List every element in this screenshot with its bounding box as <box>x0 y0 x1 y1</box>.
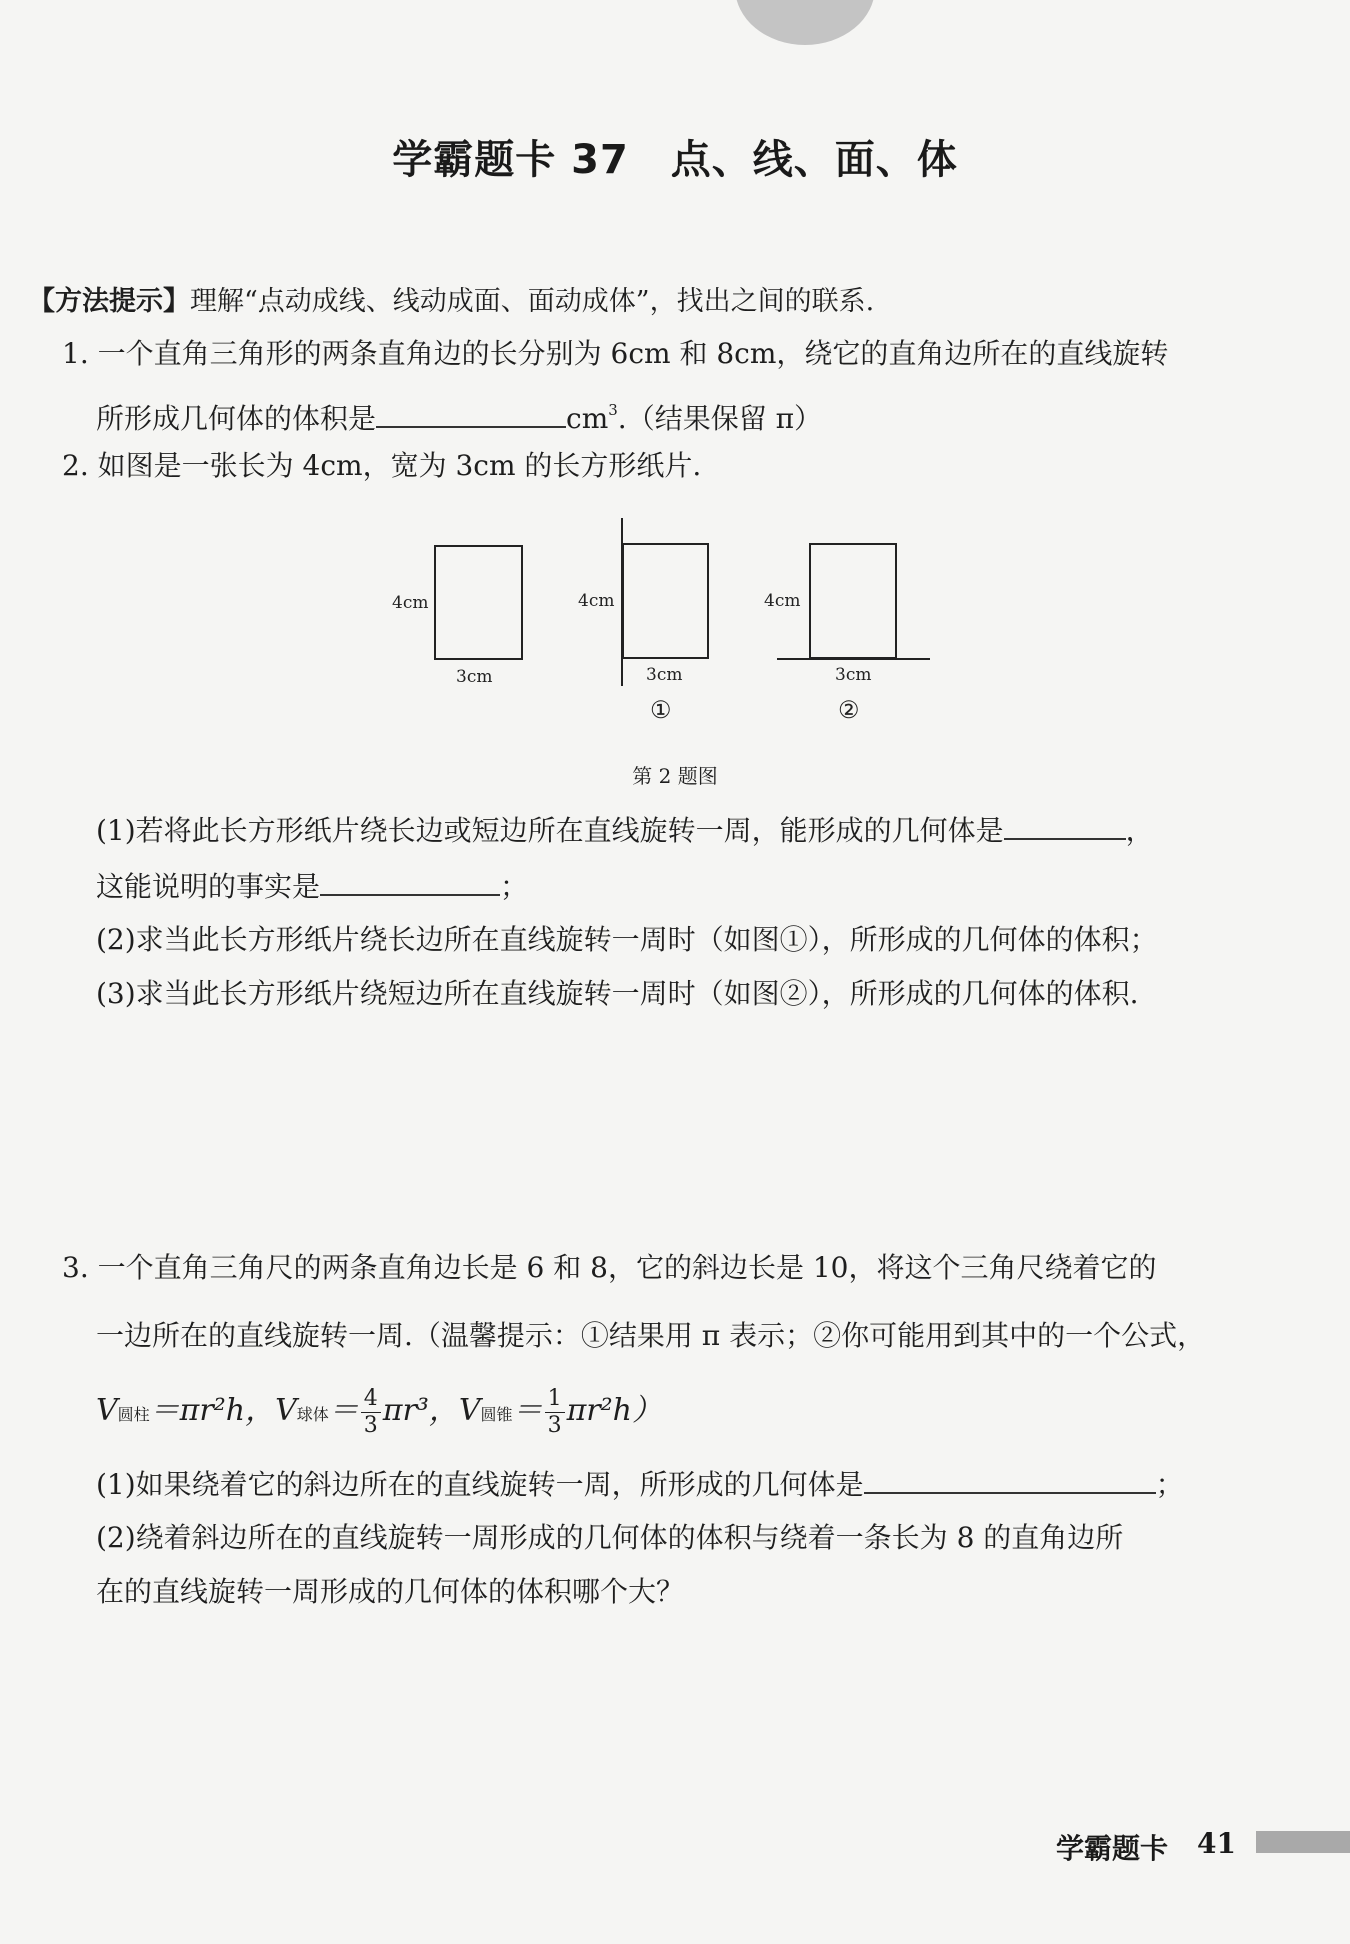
q2-intro: 2. 如图是一张长为 4cm，宽为 3cm 的长方形纸片. <box>62 449 702 482</box>
q3-p1 <box>96 1466 1184 1503</box>
formula-cone-rest: πr²h） <box>566 1393 662 1428</box>
q3-p1-answer-blank[interactable] <box>864 1466 1156 1494</box>
q2-figure-caption: 第 2 题图 <box>632 764 718 788</box>
q1-line2-prefix: 所形成几何体的体积是 <box>96 402 377 435</box>
fig2-long-label: 4cm <box>764 591 801 611</box>
q2-p1-line2 <box>96 868 528 905</box>
q3-p2-line1: (2)绕着斜边所在的直线旋转一周形成的几何体的体积与绕着一条长为 8 的直角边所 <box>96 1521 1124 1554</box>
fig2-short-label: 3cm <box>835 665 872 685</box>
page-number: 41 <box>1197 1827 1236 1860</box>
q1-line2 <box>96 392 822 437</box>
sphere-numerator: 4 <box>361 1386 381 1413</box>
fig-rect-1 <box>623 544 708 658</box>
q1-line1: 1. 一个直角三角形的两条直角边的长分别为 6cm 和 8cm，绕它的直角边所在的直线旋转 <box>62 337 1169 370</box>
formula-cone-eq: ＝ <box>512 1393 543 1428</box>
formula-sub-cone: 圆锥 <box>480 1405 513 1424</box>
method-hint-text: 理解“点动成线、线动成面、面动成体”，找出之间的联系. <box>190 286 875 317</box>
q3-p1-suffix: ； <box>1155 1468 1184 1501</box>
fig1-marker: ① <box>650 696 672 724</box>
page-tab-decoration <box>735 0 875 45</box>
footer-bar <box>1256 1831 1350 1853</box>
q2-p1-line2-suffix: ； <box>500 870 529 903</box>
q2-p3: (3)求当此长方形纸片绕短边所在直线旋转一周时（如图②），所形成的几何体的体积. <box>96 977 1139 1010</box>
formula-sphere-fraction <box>361 1386 381 1439</box>
q2-figure <box>380 508 940 728</box>
fig-plain-long-label: 4cm <box>392 593 429 613</box>
cone-denominator: 3 <box>547 1412 562 1438</box>
title-topic: 点、线、面、体 <box>670 137 958 183</box>
fig-rect-2 <box>810 544 896 658</box>
fig1-long-label: 4cm <box>578 591 615 611</box>
fig-plain-short-label: 3cm <box>456 667 493 687</box>
q3-line1: 3. 一个直角三角尺的两条直角边长是 6 和 8，它的斜边长是 10，将这个三角尺绕着它的 <box>62 1251 1157 1284</box>
q2-p1-line2-prefix: 这能说明的事实是 <box>96 870 321 903</box>
fig-rect-plain <box>435 546 522 659</box>
formula-cylinder-expr: ＝πr²h， <box>149 1393 276 1428</box>
fig1-short-label: 3cm <box>646 665 683 685</box>
q2-p1-answer-blank[interactable] <box>1004 812 1126 840</box>
q3-p2-line2: 在的直线旋转一周形成的几何体的体积哪个大？ <box>96 1575 685 1608</box>
page-title <box>0 128 1350 185</box>
cone-numerator: 1 <box>545 1386 565 1413</box>
formula-sub-sphere: 球体 <box>296 1405 329 1424</box>
formula-cone-fraction <box>545 1386 565 1439</box>
q2-p1-comma: ， <box>1125 814 1154 847</box>
q1-unit-sup: 3 <box>608 401 618 419</box>
method-hint <box>28 284 874 320</box>
q2-p1-fact-blank[interactable] <box>320 868 500 896</box>
q3-line2: 一边所在的直线旋转一周.（温馨提示：①结果用 π 表示；②你可能用到其中的一个公式， <box>96 1319 1206 1352</box>
footer-label: 学霸题卡 <box>1056 1832 1169 1865</box>
title-main: 学霸题卡 37 <box>392 137 629 183</box>
method-hint-label: 【方法提示】 <box>28 286 190 317</box>
sphere-denominator: 3 <box>363 1412 378 1438</box>
q1-line2-suffix: .（结果保留 π） <box>617 402 823 435</box>
formula-sphere-rest: πr³， <box>382 1393 459 1428</box>
formula-v-sphere: V <box>275 1393 297 1428</box>
q1-unit: cm <box>566 402 609 435</box>
fig2-marker: ② <box>838 696 860 724</box>
q1-answer-blank[interactable] <box>376 400 566 428</box>
q3-p1-text: (1)如果绕着它的斜边所在的直线旋转一周，所形成的几何体是 <box>96 1468 864 1501</box>
formula-sub-cylinder: 圆柱 <box>117 1405 150 1424</box>
q2-p1-text: (1)若将此长方形纸片绕长边或短边所在直线旋转一周，能形成的几何体是 <box>96 814 1004 847</box>
q2-p2: (2)求当此长方形纸片绕长边所在直线旋转一周时（如图①），所形成的几何体的体积； <box>96 923 1158 956</box>
formula-v-cone: V <box>458 1393 481 1428</box>
q2-p1-line1 <box>96 812 1154 849</box>
formula-sphere-eq: ＝ <box>328 1393 359 1428</box>
formula-v-cylinder: V <box>96 1393 118 1428</box>
q3-formula <box>96 1385 662 1455</box>
